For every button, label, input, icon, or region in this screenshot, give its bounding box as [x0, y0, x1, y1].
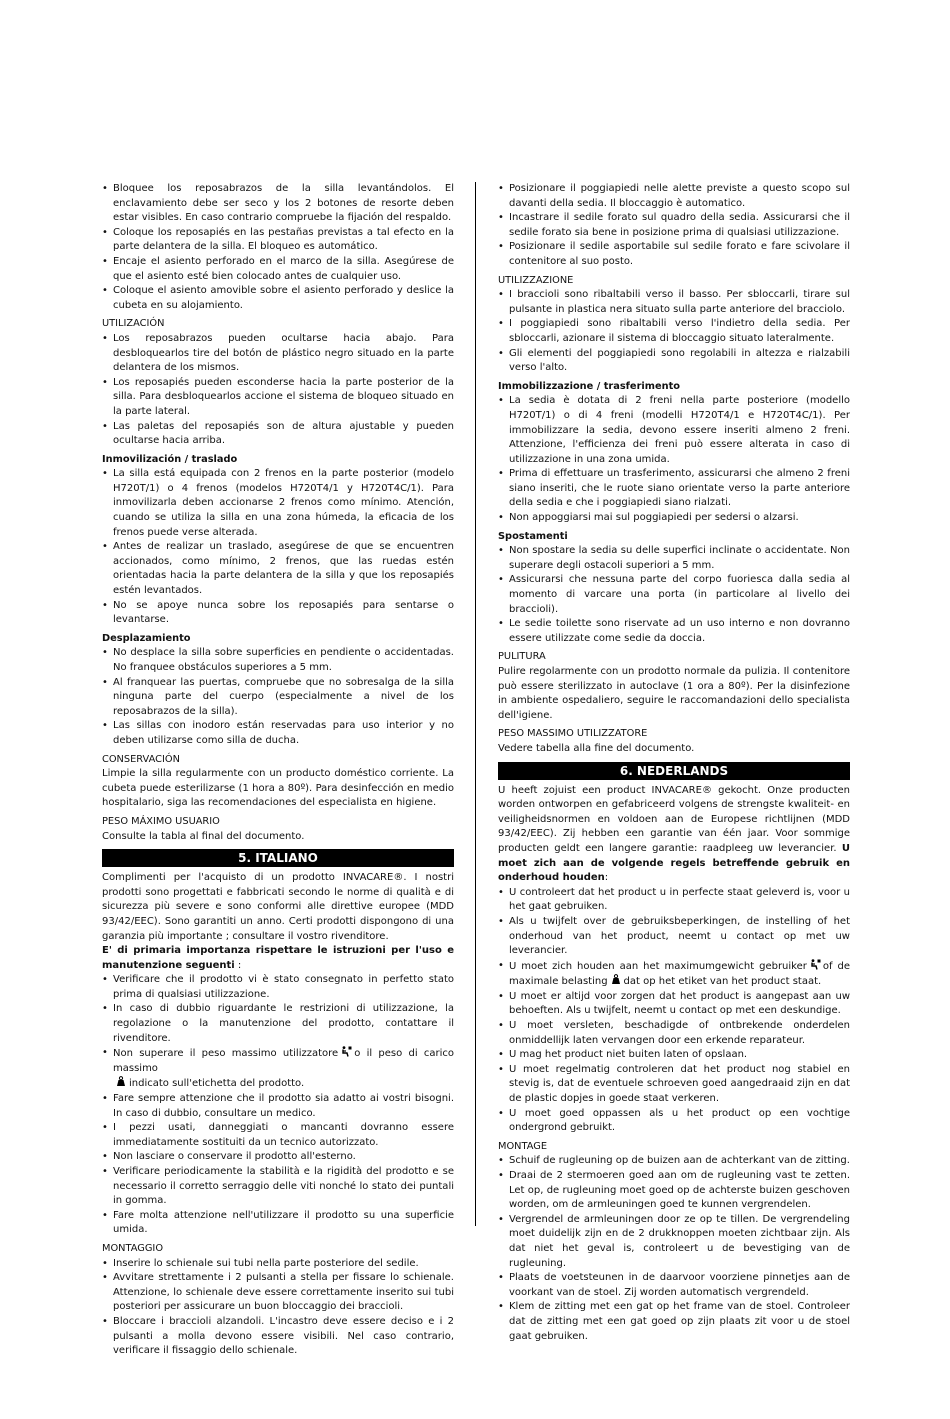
list-item: • Klem de zitting met een gat op het frame van de stoel. Controleer dat de zitting met een gat goed op zijn plaats zit voor u de stoel gaat gebruiken. — [498, 1300, 850, 1344]
nl-montage-list — [498, 1154, 850, 1344]
user-weight-icon — [340, 1046, 352, 1057]
it-immobilizzazione-heading: Immobilizzazione / trasferimento — [498, 380, 680, 392]
column-divider — [475, 182, 476, 1226]
list-item: • Posizionare il poggiapiedi nelle alette previste a questo scopo sul davanti della sedia. Il bloccaggio è automatico. — [498, 182, 850, 211]
es-utilizacion-list — [102, 332, 454, 449]
it-rules-list — [102, 973, 454, 1238]
list-item: • Plaats de voetsteunen in de daarvoor voorziene pinnetjes aan de voorkant van de stoel. Zij worden automatisch vergrendeld. — [498, 1271, 850, 1300]
it-montaggio-heading: MONTAGGIO — [102, 1242, 164, 1254]
list-item: • U moet regelmatig controleren dat het product nog stabiel en stevig is, dat de eventuele schroeven goed aangedraaid zijn en dat de plastic dopjes in goede staat verkeren. — [498, 1063, 850, 1107]
list-item: • I braccioli sono ribaltabili verso il basso. Per sbloccarli, tirare sul pulsante in plastica nera situato sulla parte anteriore del bracciolo. — [498, 288, 850, 317]
nl-intro-text — [498, 784, 850, 886]
nl-intro-bold: U moet zich aan de volgende regels betreffende gebruik en onderhoud houden — [498, 842, 851, 884]
it-utilizzazione-list — [498, 288, 850, 376]
es-conservacion-text: Limpie la silla regularmente con un producto doméstico corriente. La cubeta puede esterilizarse (1 hora a 80º). Para desinfección en medio hospitalario, siga las recomendaciones del especialista en higiene. — [102, 768, 454, 809]
it-intro-tail: : — [234, 959, 242, 971]
es-desplazamiento-list — [102, 646, 454, 748]
nl-intro-plain: U heeft zojuist een product INVACARE® gekocht. Onze producten worden ontworpen en gefabriceerd volgens de strengste kwaliteit- en veiligheidsnormen en voldoen aan de Europese richtlijnen (MDD 93/42/EEC). Zij hebben een garantie van één jaar. Voor sommige producten geldt een langere garantie: raadpleeg uw leverancier. — [498, 784, 850, 854]
nl-intro-tail: : — [604, 872, 609, 884]
es-peso-heading: PESO MÁXIMO USUARIO — [102, 815, 220, 827]
user-weight-icon — [809, 959, 821, 970]
list-item: • Coloque los reposapiés en las pestañas previstas a tal efecto en la parte delantera de la silla. El bloqueo es automático. — [102, 226, 454, 255]
list-item: • Non appoggiarsi mai sul poggiapiedi per sedersi o alzarsi. — [498, 511, 850, 526]
it-spostamenti-list — [498, 544, 850, 646]
list-item: • U controleert dat het product u in perfecte staat geleverd is, voor u het gaat gebruiken. — [498, 886, 850, 915]
it-assembly-cont-list — [498, 182, 850, 270]
it-pulitura-text: Pulire regolarmente con un prodotto normale da pulizia. Il contenitore può essere sterilizzato in autoclave (1 ora a 80º). Per la disinfezione in ambiente ospedaliero, seguire le raccomandazioni dello specialista dell'igiene. — [498, 666, 850, 721]
list-item: • No se apoye nunca sobre los reposapiés para sentarse o levantarse. — [102, 599, 454, 628]
list-item: • U moet er altijd voor zorgen dat het product is aangepast aan uw behoeften. Als u twijfelt, neemt u contact op met een deskundige. — [498, 990, 850, 1019]
it-weight-post: indicato sull'etichetta del prodotto. — [129, 1078, 305, 1090]
right-column — [498, 182, 850, 1344]
list-item: • Bloquee los reposabrazos de la silla levantándolos. El enclavamiento debe ser seco y los 2 botones de resorte deben estar visibles. En caso contrario compruebe la fijación del respaldo. — [102, 182, 454, 226]
es-assembly-list — [102, 182, 454, 313]
list-item: • Verificare periodicamente la stabilità e la rigidità del prodotto e se necessario il corretto serraggio delle viti nonché lo stato dei puntali in gomma. — [102, 1165, 454, 1209]
section-title-nederlands: 6. NEDERLANDS — [498, 762, 850, 780]
list-item: • I poggiapiedi sono ribaltabili verso l'indietro della sedia. Per sbloccarli, azionare il sistema di bloccaggio situato lateralmente. — [498, 317, 850, 346]
list-item: • Fare sempre attenzione che il prodotto sia adatto ai vostri bisogni. In caso di dubbio, consultare un medico. — [102, 1092, 454, 1121]
list-item: • Bloccare i braccioli alzandoli. L'incastro deve essere deciso e i 2 pulsanti a molla devono essere visibili. Nel caso contrario, verificare il fissaggio dello schienale. — [102, 1315, 454, 1359]
load-weight-icon — [610, 974, 622, 985]
left-column — [102, 182, 454, 1359]
load-weight-icon — [115, 1076, 127, 1087]
es-peso-text: Consulte la tabla al final del documento. — [102, 830, 305, 842]
nl-weight-mid: of de maximale belasting — [509, 960, 850, 988]
it-intro-rules — [102, 944, 454, 973]
nl-weight-post: dat op het etiket van het product staat. — [623, 976, 822, 988]
list-item: • Los reposabrazos pueden ocultarse hacia abajo. Para desbloquearlos tire del botón de plástico negro situado en la parte delantera de los mismos. — [102, 332, 454, 376]
list-item: • U mag het product niet buiten laten of opslaan. — [498, 1048, 850, 1063]
list-item: • Le sedie toilette sono riservate ad un uso interno e non dovranno essere utilizzate come sedie da doccia. — [498, 617, 850, 646]
it-intro-text: Complimenti per l'acquisto di un prodotto INVACARE®. I nostri prodotti sono progettati e fabbricati secondo le norme di qualità e di sicurezza più severe e sono conformi alle direttive europee (MDD 93/42/EEC). Sono garantiti un anno. Certi prodotti dispongono di una garanzia più importante ; consultare il vostro rivenditore. — [102, 872, 454, 942]
es-inmovilizacion-list — [102, 467, 454, 628]
list-item: • Al franquear las puertas, compruebe que no sobresalga de la silla ninguna parte del cuerpo (especialmente a nivel de los reposabrazos de la silla). — [102, 676, 454, 720]
nl-montage-heading: MONTAGE — [498, 1140, 548, 1152]
list-item: • Prima di effettuare un trasferimento, assicurarsi che almeno 2 freni siano inseriti, che le ruote siano orientate verso la parte anteriore della sedia e che i poggiapiedi siano rialzati. — [498, 467, 850, 511]
list-item: • Incastrare il sedile forato sul quadro della sedia. Assicurarsi che il sedile forato sia bene in posizione prima di qualsiasi utilizzazione. — [498, 211, 850, 240]
it-utilizzazione-heading: UTILIZZAZIONE — [498, 274, 574, 286]
list-item: • Las paletas del reposapiés son de altura ajustable y pueden ocultarse hacia arriba. — [102, 420, 454, 449]
it-montaggio-list — [102, 1257, 454, 1359]
list-item: • Schuif de rugleuning op de buizen aan de achterkant van de zitting. — [498, 1154, 850, 1169]
es-utilizacion-heading: UTILIZACIÓN — [102, 318, 165, 330]
it-pulitura-heading: PULITURA — [498, 651, 546, 663]
list-item: • La sedia è dotata di 2 freni nella parte posteriore (modello H720T/1) o di 4 freni (modelli H720T4/1 e H720T4C/1). Per immobilizzare la sedia, devono essere inseriti almeno 2 freni. Attenzione, l'efficienza dei freni può essere alterata in caso di utilizzazione in una zona umida. — [498, 394, 850, 467]
list-item: • Gli elementi del poggiapiedi sono regolabili in altezza e rialzabili verso l'alto. — [498, 347, 850, 376]
it-weight-pre: Non superare il peso massimo utilizzatore — [113, 1048, 339, 1060]
list-item-weight — [102, 1046, 454, 1092]
nl-weight-pre: U moet zich houden aan het maximumgewicht gebruiker — [509, 960, 807, 972]
list-item: • La silla está equipada con 2 frenos en la parte posterior (modelo H720T/1) o 4 frenos (modelos H720T4/1 y H720T4C/1). Para inmovilizarla deben accionarse 2 frenos como mínimo. Atención, cuando se utiliza la silla en una zona húmeda, la eficacia de los frenos puede verse alterada. — [102, 467, 454, 540]
nl-rules-list — [498, 886, 850, 1136]
list-item: • Encaje el asiento perforado en el marco de la silla. Asegúrese de que el asiento esté bien colocado antes de cualquier uso. — [102, 255, 454, 284]
es-inmovilizacion-heading: Inmovilización / traslado — [102, 453, 238, 465]
list-item: • U moet versleten, beschadigde of ontbrekende onderdelen onmiddellijk laten vervangen door een erkende reparateur. — [498, 1019, 850, 1048]
list-item: • Non lasciare o conservare il prodotto all'esterno. — [102, 1150, 454, 1165]
list-item: • In caso di dubbio riguardante le restrizioni di utilizzazione, la regolazione o la manutenzione del prodotto, contattare il rivenditore. — [102, 1002, 454, 1046]
it-peso-heading: PESO MASSIMO UTILIZZATORE — [498, 728, 648, 740]
section-title-italiano: 5. ITALIANO — [102, 849, 454, 867]
list-item: • Coloque el asiento amovible sobre el asiento perforado y deslice la cubeta en su alojamiento. — [102, 284, 454, 313]
list-item: • Verificare che il prodotto vi è stato consegnato in perfetto stato prima di qualsiasi utilizzazione. — [102, 973, 454, 1002]
list-item: • U moet goed oppassen als u het product op een vochtige ondergrond gebruikt. — [498, 1107, 850, 1136]
list-item: • I pezzi usati, danneggiati o mancanti dovranno essere immediatamente sostituiti da un tecnico autorizzato. — [102, 1121, 454, 1150]
list-item: • Inserire lo schienale sui tubi nella parte posteriore del sedile. — [102, 1257, 454, 1272]
list-item: • Als u twijfelt over de gebruiksbeperkingen, de instelling of het onderhoud van het product, neemt u contact op met uw leverancier. — [498, 915, 850, 959]
it-peso-text: Vedere tabella alla fine del documento. — [498, 742, 695, 754]
list-item: • No desplace la silla sobre superficies en pendiente o accidentadas. No franquee obstáculos superiores a 5 mm. — [102, 646, 454, 675]
it-spostamenti-heading: Spostamenti — [498, 530, 568, 542]
es-conservacion-heading: CONSERVACIÓN — [102, 753, 180, 765]
list-item: • Posizionare il sedile asportabile sul sedile forato e fare scivolare il contenitore al suo posto. — [498, 240, 850, 269]
list-item: • Non spostare la sedia su delle superfici inclinate o accidentate. Non superare degli ostacoli superiori a 5 mm. — [498, 544, 850, 573]
list-item: • Avvitare strettamente i 2 pulsanti a stella per fissare lo schienale. Attenzione, lo schienale deve essere correttamente inserito sui tubi posteriori per assicurare un buon bloccaggio dei braccioli. — [102, 1271, 454, 1315]
es-desplazamiento-heading: Desplazamiento — [102, 632, 191, 644]
it-immobilizzazione-list — [498, 394, 850, 525]
list-item: • Draai de 2 stermoeren goed aan om de rugleuning vast te zetten. Let op, de rugleuning moet goed op de achterste buizen geschoven worden, om de armleuningen goed te kunnen vergrendelen. — [498, 1169, 850, 1213]
list-item: • Fare molta attenzione nell'utilizzare il prodotto su una superficie umida. — [102, 1209, 454, 1238]
list-item: • Las sillas con inodoro están reservadas para uso interior y no deben utilizarse como silla de ducha. — [102, 719, 454, 748]
list-item: • Vergrendel de armleuningen door ze op te tillen. De vergrendeling moet duidelijk zijn en de 2 drukknoppen moeten zichtbaar zijn. Als dat niet het geval is, controleert u de bevestiging van de rugleuning. — [498, 1213, 850, 1271]
list-item: • Assicurarsi che nessuna parte del corpo fuoriesca dalla sedia al momento di varcare una porta (in particolare al livello dei braccioli). — [498, 573, 850, 617]
it-weight-mid: o il peso di carico massimo — [113, 1048, 454, 1074]
list-item: • Antes de realizar un traslado, asegúrese de que se encuentren accionados, como mínimo, 2 frenos, que las ruedas estén orientadas hacia la parte delantera de la silla y que los reposapiés estén levantados. — [102, 540, 454, 598]
list-item: • Los reposapiés pueden esconderse hacia la parte posterior de la silla. Para desbloquearlos accione el sistema de bloqueo situado en la parte lateral. — [102, 376, 454, 420]
list-item-weight — [498, 959, 850, 990]
it-intro-bold: E' di primaria importanza rispettare le istruzioni per l'uso e manutenzione seguenti — [102, 945, 454, 971]
